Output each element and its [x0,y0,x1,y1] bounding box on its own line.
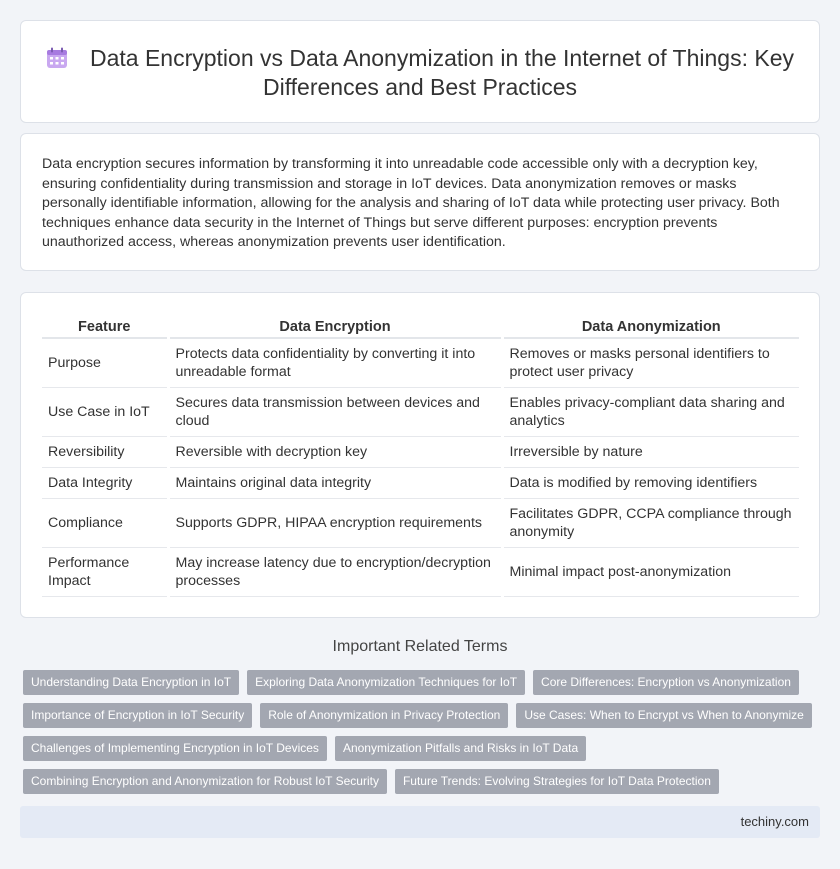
feature-cell: Reversibility [42,436,168,467]
related-term-tag[interactable]: Future Trends: Evolving Strategies for IoT Data Protection [395,769,719,794]
tag-row [23,703,823,728]
related-term-tag[interactable]: Challenges of Implementing Encryption in IoT Devices [23,736,327,761]
table-row [42,387,799,436]
footer [20,806,820,838]
page-title: Data Encryption vs Data Anonymization in the Internet of Things: Key Differences and Best Practices [89,45,794,100]
anonymization-cell: Enables privacy-compliant data sharing and analytics [502,387,799,436]
related-term-tag[interactable]: Combining Encryption and Anonymization for Robust IoT Security [23,769,387,794]
anonymization-cell: Facilitates GDPR, CCPA compliance through anonymity [502,498,799,547]
intro-paragraph: Data encryption secures information by transforming it into unreadable code accessible only with a decryption key, ensuring confidentiality during transmission and storage in IoT devices. Data anonymization removes or masks personally identifiable information, allowing for the analysis and sharing of IoT data while protecting user privacy. Both techniques enhance data security in the Internet of Things but serve different purposes: encryption prevents unauthorized access, whereas anonymization prevents user identification. [42,156,780,250]
table-row [42,338,799,387]
anonymization-cell: Data is modified by removing identifiers [502,467,799,498]
related-term-tag[interactable]: Role of Anonymization in Privacy Protection [260,703,508,728]
comparison-table-card [20,292,820,618]
comparison-table [42,314,799,597]
related-term-tag[interactable]: Importance of Encryption in IoT Security [23,703,252,728]
tag-row [23,769,823,794]
encryption-cell: May increase latency due to encryption/decryption processes [168,547,502,596]
table-header-row [42,314,799,338]
related-terms-heading: Important Related Terms [332,638,508,655]
related-term-tag[interactable]: Understanding Data Encryption in IoT [23,670,239,695]
header-feature: Feature [42,314,168,338]
related-term-tag[interactable]: Exploring Data Anonymization Techniques for IoT [247,670,525,695]
tag-row [23,736,823,761]
footer-site-link[interactable]: techiny.com [740,814,809,829]
encryption-cell: Reversible with decryption key [168,436,502,467]
related-terms-list [23,670,823,802]
feature-cell: Compliance [42,498,168,547]
header-anonymization: Data Anonymization [502,314,799,338]
page-title-wrap [21,44,819,102]
encryption-cell: Maintains original data integrity [168,467,502,498]
related-term-tag[interactable]: Core Differences: Encryption vs Anonymization [533,670,799,695]
calendar-icon [46,47,68,69]
intro-card [20,133,820,271]
feature-cell: Purpose [42,338,168,387]
anonymization-cell: Removes or masks personal identifiers to protect user privacy [502,338,799,387]
table-row [42,436,799,467]
encryption-cell: Protects data confidentiality by converting it into unreadable format [168,338,502,387]
table-row [42,467,799,498]
feature-cell: Use Case in IoT [42,387,168,436]
related-term-tag[interactable]: Use Cases: When to Encrypt vs When to Anonymize [516,703,811,728]
tag-row [23,670,823,695]
title-card [20,20,820,123]
feature-cell: Data Integrity [42,467,168,498]
table-row [42,547,799,596]
header-encryption: Data Encryption [168,314,502,338]
related-term-tag[interactable]: Anonymization Pitfalls and Risks in IoT Data [335,736,586,761]
anonymization-cell: Irreversible by nature [502,436,799,467]
table-row [42,498,799,547]
encryption-cell: Supports GDPR, HIPAA encryption requirements [168,498,502,547]
anonymization-cell: Minimal impact post-anonymization [502,547,799,596]
encryption-cell: Secures data transmission between devices and cloud [168,387,502,436]
feature-cell: Performance Impact [42,547,168,596]
